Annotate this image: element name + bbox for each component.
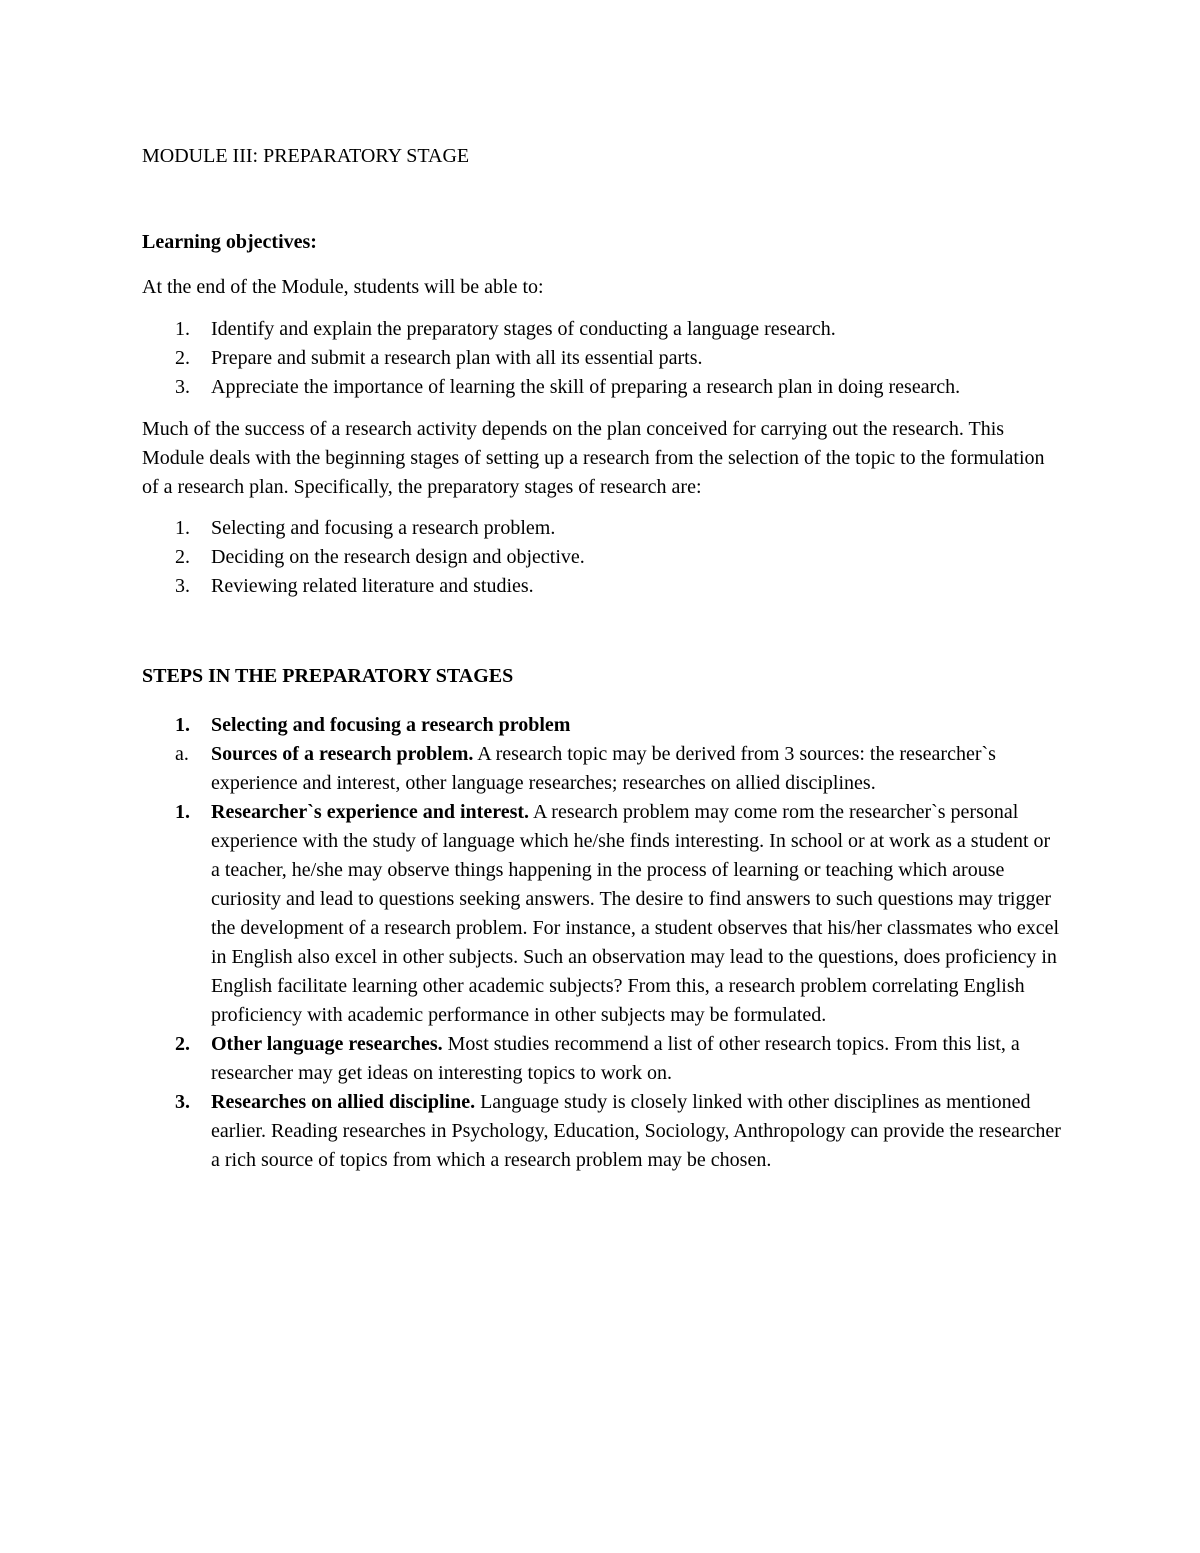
step-item — [142, 711, 1062, 740]
list-number: 1. — [175, 318, 190, 340]
step-title: Other language researches. — [211, 1033, 443, 1055]
steps-list — [142, 711, 1062, 1175]
objectives-intro: At the end of the Module, students will be able to: — [142, 276, 544, 298]
stage-text: Reviewing related literature and studies. — [211, 575, 534, 597]
page-title: MODULE III: PREPARATORY STAGE — [142, 145, 470, 167]
list-number: 2. — [175, 347, 190, 369]
list-number: 1. — [175, 517, 190, 539]
objectives-heading: Learning objectives: — [142, 231, 317, 253]
objectives-list — [142, 315, 1062, 402]
list-number: 3. — [175, 376, 190, 398]
list-number: 3. — [175, 575, 190, 597]
step-title: Sources of a research problem. — [211, 743, 474, 765]
list-letter: a. — [175, 743, 189, 765]
step-title: Researches on allied discipline. — [211, 1091, 476, 1113]
step-text: Most studies recommend a list of other research topics. From this list, a researcher may get ideas on interesting topics to work on. — [211, 1033, 1020, 1084]
step-text: Language study is closely linked with other disciplines as mentioned earlier. Reading researches in Psychology, Education, Sociology, Anthropology can provide the researcher a rich source of topics from which a research problem may be chosen. — [211, 1091, 1061, 1171]
stage-item — [142, 572, 1062, 601]
step-title: Selecting and focusing a research problem — [211, 714, 571, 736]
list-number: 3. — [175, 1091, 190, 1113]
step-title: Researcher`s experience and interest. — [211, 801, 530, 823]
stage-text: Selecting and focusing a research problem. — [211, 517, 556, 539]
list-number: 1. — [175, 714, 190, 736]
stage-item — [142, 543, 1062, 572]
list-number: 1. — [175, 801, 190, 823]
document-content — [142, 142, 1062, 1175]
step-item — [142, 1030, 1062, 1088]
list-number: 2. — [175, 546, 190, 568]
step-item — [142, 1088, 1062, 1175]
body-paragraph: Much of the success of a research activity depends on the plan conceived for carrying out the research. This Module deals with the beginning stages of setting up a research from the selection of the topic to the formulation of a research plan. Specifically, the preparatory stages of research are: — [142, 418, 1045, 498]
steps-heading: STEPS IN THE PREPARATORY STAGES — [142, 665, 514, 687]
stages-list — [142, 514, 1062, 601]
objective-text: Prepare and submit a research plan with all its essential parts. — [211, 347, 703, 369]
step-text: A research topic may be derived from 3 sources: the researcher`s experience and interest, other language researches; researches on allied disciplines. — [211, 743, 996, 794]
step-item — [142, 798, 1062, 1030]
step-text: A research problem may come rom the researcher`s personal experience with the study of language which he/she finds interesting. In school or at work as a student or a teacher, he/she may observe things happening in the process of learning or teaching which arouse curiosity and lead to questions seeking answers. The desire to find answers to such questions may trigger the development of a research problem. For instance, a student observes that his/her classmates who excel in English also excel in other subjects. Such an observation may lead to the questions, does proficiency in English facilitate learning other academic subjects? From this, a research problem correlating English proficiency with academic performance in other subjects may be formulated. — [211, 801, 1060, 1026]
objective-item — [142, 344, 1062, 373]
stage-text: Deciding on the research design and objective. — [211, 546, 585, 568]
stage-item — [142, 514, 1062, 543]
objective-item — [142, 373, 1062, 402]
step-item — [142, 740, 1062, 798]
objective-item — [142, 315, 1062, 344]
objective-text: Appreciate the importance of learning the skill of preparing a research plan in doing research. — [211, 376, 961, 398]
objective-text: Identify and explain the preparatory stages of conducting a language research. — [211, 318, 836, 340]
list-number: 2. — [175, 1033, 190, 1055]
